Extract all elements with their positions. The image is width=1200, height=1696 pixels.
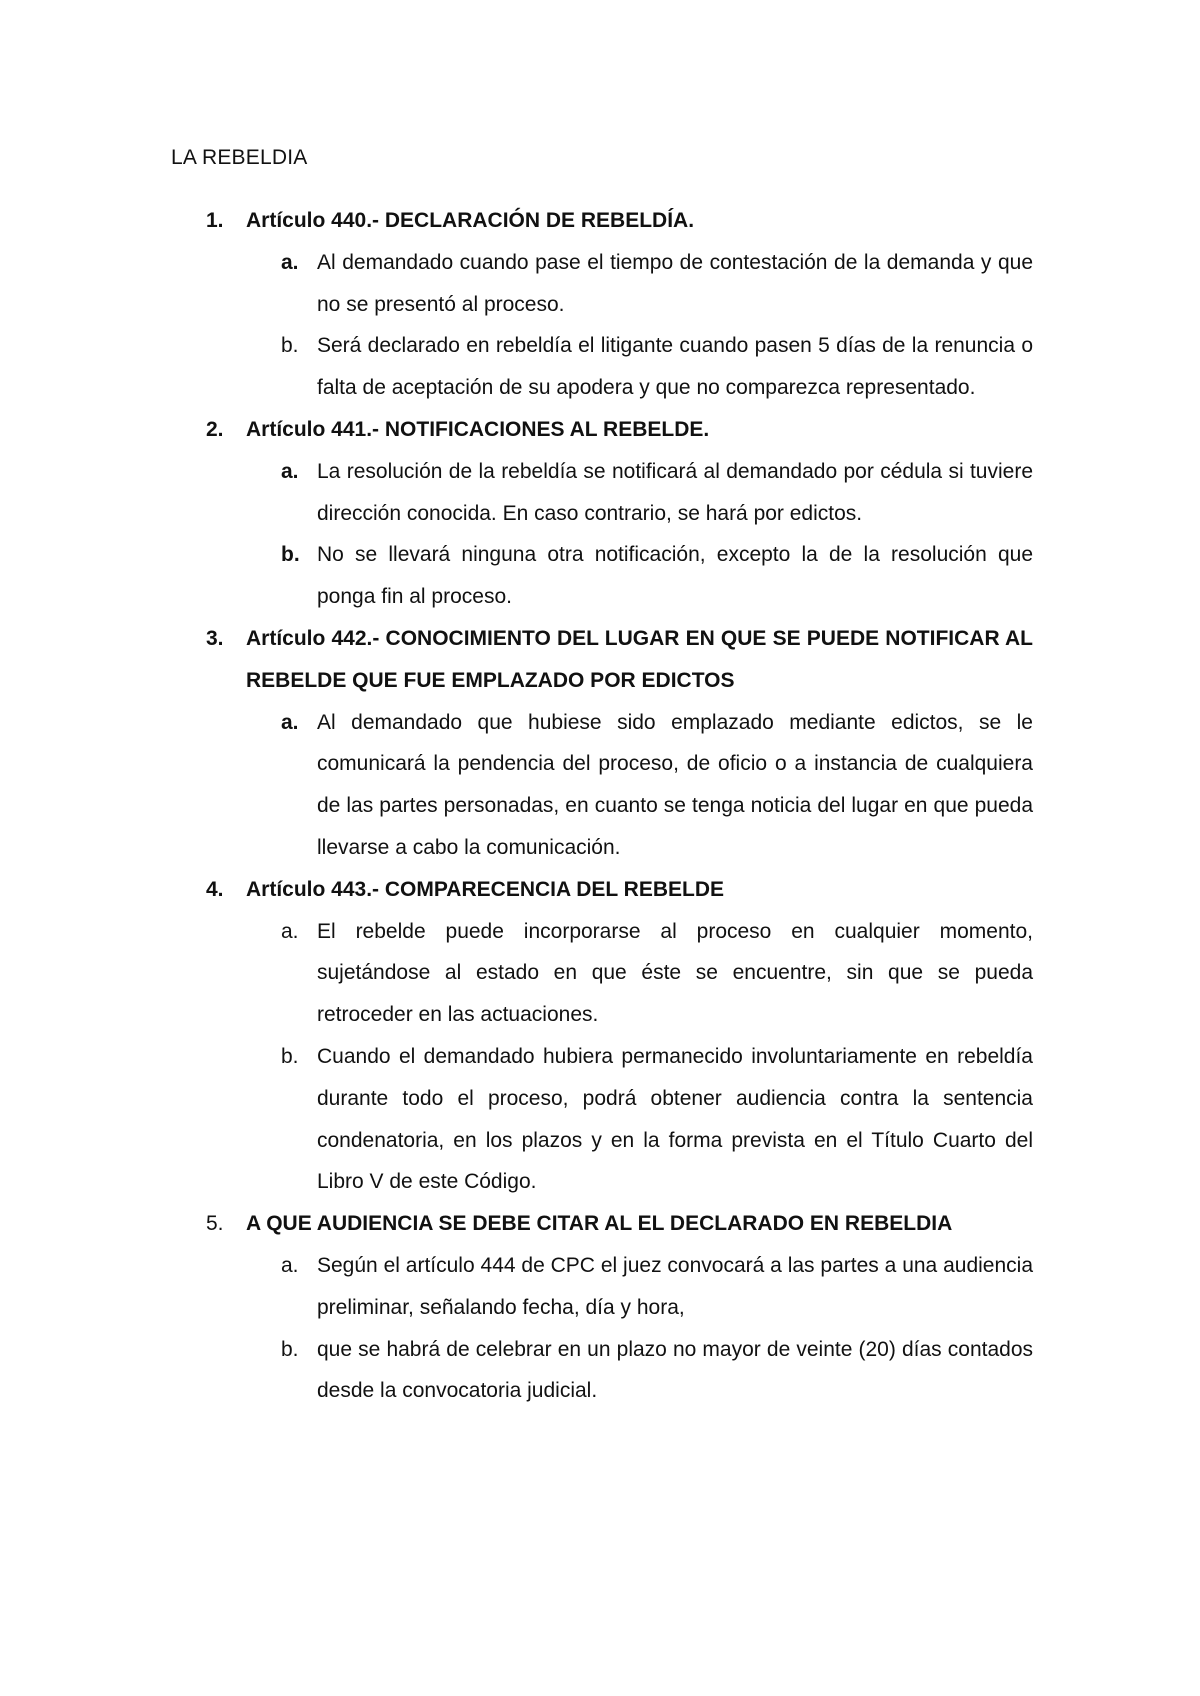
section-heading: A QUE AUDIENCIA SE DEBE CITAR AL EL DECLARADO EN REBELDIA: [246, 1212, 953, 1236]
section-item: [0, 869, 1200, 1203]
subitem-letter: b.: [281, 1044, 299, 1068]
section-heading: Artículo 441.- NOTIFICACIONES AL REBELDE.: [246, 417, 710, 441]
subitem-text: Cuando el demandado hubiera permanecido involuntariamente en rebeldía durante todo el proceso, podrá obtener audiencia contra la sentencia condenatoria, en los plazos y en la forma prevista en el Título Cuarto del Libro V de este Código.: [317, 1044, 1033, 1194]
subitem-list: [0, 1245, 1200, 1412]
section-number: 5.: [206, 1212, 224, 1236]
subitem-letter: b.: [281, 543, 300, 567]
section-heading: Artículo 442.- CONOCIMIENTO DEL LUGAR EN QUE SE PUEDE NOTIFICAR AL REBELDE QUE FUE EMPLAZADO POR EDICTOS: [246, 626, 1033, 692]
section-number: 3.: [206, 626, 224, 650]
subitem-text: El rebelde puede incorporarse al proceso en cualquier momento, sujetándose al estado en que éste se encuentre, sin que se pueda retroceder en las actuaciones.: [317, 919, 1033, 1027]
subitem-letter: a.: [281, 459, 299, 483]
subitem-letter: a.: [281, 1253, 299, 1277]
section-item: [0, 200, 1200, 409]
section-number: 4.: [206, 877, 224, 901]
subitem-text: Al demandado que hubiese sido emplazado mediante edictos, se le comunicará la pendencia del proceso, de oficio o a instancia de cualquiera de las partes personadas, en cuanto se tenga noticia del lugar en que pueda llevarse a cabo la comunicación.: [317, 710, 1033, 859]
subitem-text: Según el artículo 444 de CPC el juez convocará a las partes a una audiencia preliminar, señalando fecha, día y hora,: [317, 1253, 1033, 1319]
subitem-text: La resolución de la rebeldía se notificará al demandado por cédula si tuviere dirección conocida. En caso contrario, se hará por edictos.: [317, 459, 1033, 525]
subitem-text: No se llevará ninguna otra notificación, excepto la de la resolución que ponga fin al proceso.: [317, 543, 1033, 609]
subitem: [0, 1329, 1200, 1413]
subitem-letter: a.: [281, 250, 299, 274]
section-heading: Artículo 440.- DECLARACIÓN DE REBELDÍA.: [246, 209, 695, 232]
subitem-list: [0, 702, 1200, 869]
section-number: 1.: [206, 209, 224, 232]
subitem: [0, 1036, 1200, 1203]
subitem-list: [0, 911, 1200, 1204]
subitem-letter: b.: [281, 1337, 299, 1361]
subitem-list: [0, 451, 1200, 618]
section-item: [0, 409, 1200, 618]
subitem: [0, 325, 1200, 409]
section-item: [0, 618, 1200, 869]
subitem-list: [0, 242, 1200, 409]
section-list: [0, 200, 1200, 1412]
subitem-text: que se habrá de celebrar en un plazo no mayor de veinte (20) días contados desde la convocatoria judicial.: [317, 1337, 1033, 1403]
subitem: [0, 451, 1200, 535]
subitem-text: Será declarado en rebeldía el litigante cuando pasen 5 días de la renuncia o falta de aceptación de su apodera y que no comparezca representado.: [317, 334, 1033, 400]
subitem-text: Al demandado cuando pase el tiempo de contestación de la demanda y que no se presentó al proceso.: [317, 250, 1033, 316]
section-heading: Artículo 443.- COMPARECENCIA DEL REBELDE: [246, 877, 725, 901]
subitem: [0, 534, 1200, 618]
document-title: LA REBELDIA: [171, 146, 308, 169]
subitem-letter: b.: [281, 334, 299, 358]
subitem: [0, 702, 1200, 869]
subitem-letter: a.: [281, 919, 299, 943]
subitem: [0, 1245, 1200, 1329]
section-number: 2.: [206, 417, 224, 441]
subitem-letter: a.: [281, 710, 299, 734]
subitem: [0, 911, 1200, 1036]
section-item: [0, 1203, 1200, 1412]
subitem: [0, 242, 1200, 326]
